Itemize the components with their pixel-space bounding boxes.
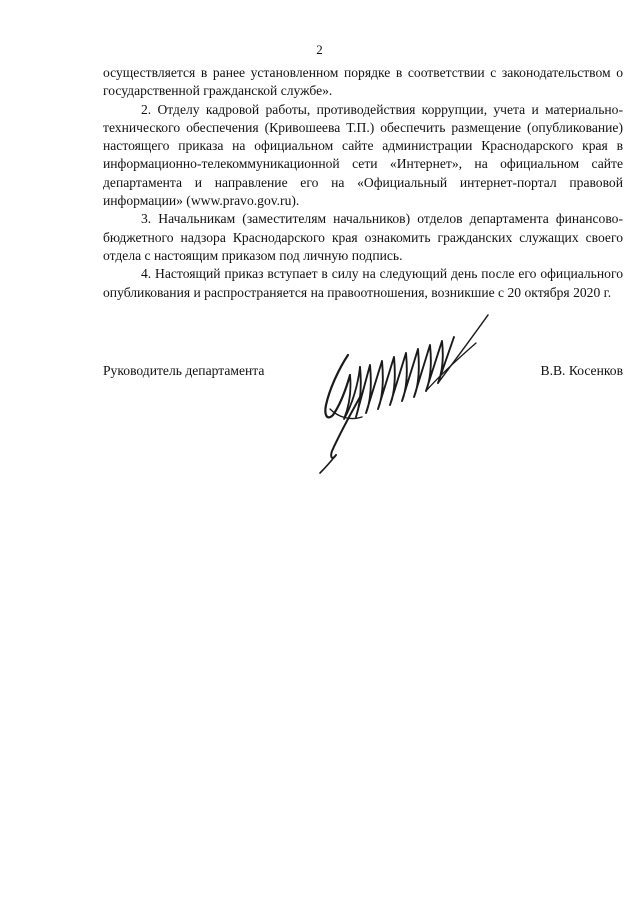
paragraph-item-4: 4. Настоящий приказ вступает в силу на следующий день после его официального опубликования и распространяется на правоотношения, возникшие с 20 октября 2020 г. xyxy=(103,266,623,300)
page-number: 2 xyxy=(316,42,323,57)
paragraph-item-2: 2. Отделу кадровой работы, противодействия коррупции, учета и материально-технического обеспечения (Кривошеева Т.П.) обеспечить размещение (опубликование) настоящего приказа на официальном сайте администрации Краснодарского края в информационно-телекоммуникационной сети «Интернет», на официальном сайте департамента и направление его на «Официальный интернет-портал правовой информации» (www.pravo.gov.ru). xyxy=(103,101,623,209)
signatory-title: Руководитель департамента xyxy=(103,363,265,378)
signatory-name: В.В. Косенков xyxy=(540,363,623,378)
paragraph-item-3: 3. Начальникам (заместителям начальников) отделов департамента финансово-бюджетного надзора Краснодарского края ознакомить гражданских служащих своего отдела с настоящим приказом под личную подпись. xyxy=(103,211,623,263)
handwritten-signature xyxy=(300,305,500,475)
document-body xyxy=(103,64,623,302)
paragraph-continuation: осуществляется в ранее установленном порядке в соответствии с законодательством о государственной гражданской службе». xyxy=(103,65,623,99)
